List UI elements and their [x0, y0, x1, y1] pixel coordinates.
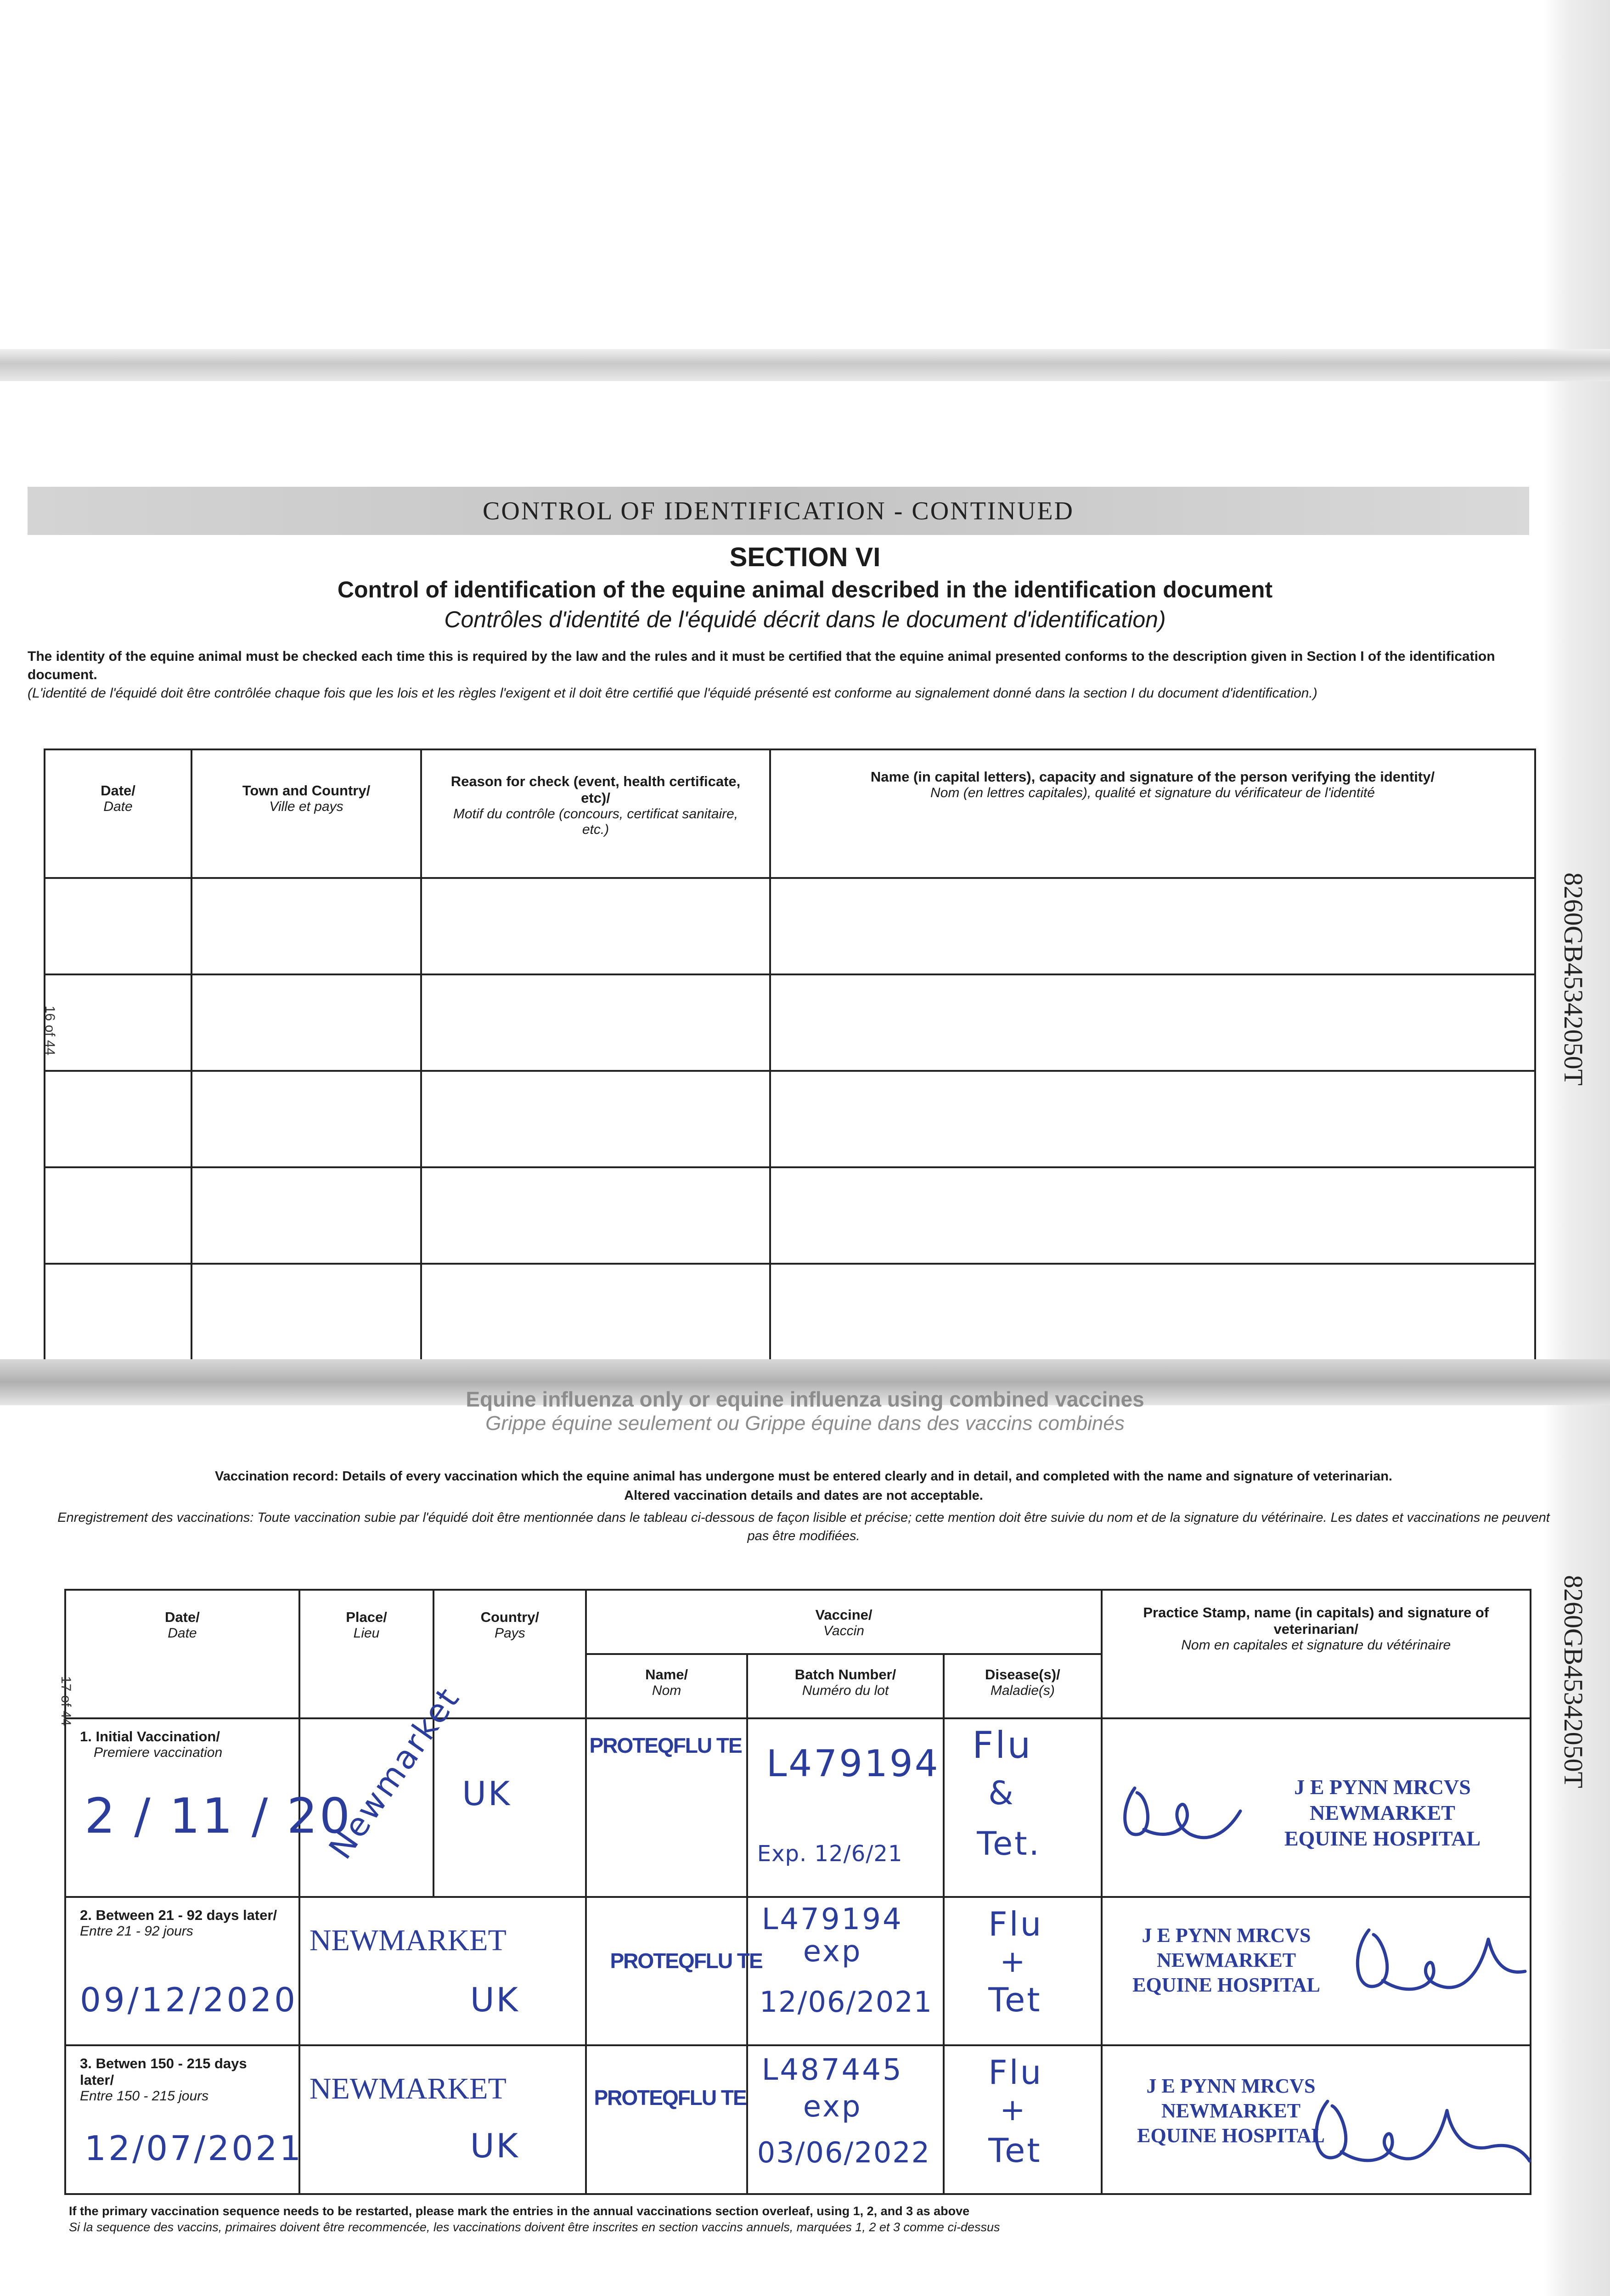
vacc-row-3-disease-cell: [944, 2045, 1101, 2194]
vaccination-record-en-2: Altered vaccination details and dates are not acceptable.: [624, 1488, 983, 1503]
page-edge-shadow: [1543, 0, 1610, 2296]
footer-note-en: If the primary vaccination sequence needs to be restarted, please mark the entries in the annual vaccinations section overleaf, using 1, 2, and 3 as above: [69, 2204, 970, 2218]
vacc-row-1-batch-cell: [747, 1718, 944, 1896]
vacc-row-2-signature: [1341, 1916, 1534, 2008]
section-intro-fr: (L'identité de l'équidé doit être contrôlée chaque fois que les lois et les règles l'exigent et il doit être certifié que l'équidé présenté est conforme au signalement donné dans la section I du document d'identification.): [28, 686, 1317, 701]
section-banner: [28, 487, 1529, 535]
footer-note-fr: Si la sequence des vaccins, primaires doivent être recommencée, les vaccinations doivent être inscrites en section vaccins annuels, marquées 1, 2 et 3 comme ci-dessus: [69, 2220, 1000, 2234]
vacc-row-3-batch-exp-label: exp: [803, 2090, 862, 2124]
vacc-col-vaccine: Vaccine/ Vaccin: [586, 1590, 1101, 1654]
id-table-row: [45, 1167, 1535, 1264]
document-code-upper: 8260GB45342050T: [1559, 872, 1588, 1086]
vacc-col-name: Name/ Nom: [586, 1654, 747, 1718]
vacc-row-2-vet-cell: [1102, 1897, 1531, 2046]
page-number-upper: 16 of 44: [42, 1006, 57, 1056]
id-table-row: [45, 1264, 1535, 1360]
vacc-row-third: [65, 2045, 1531, 2194]
vacc-row-2-disease-1: Flu: [988, 1904, 1043, 1943]
section-number: SECTION VI: [729, 542, 881, 572]
vacc-row-2-disease-cell: [944, 1897, 1101, 2046]
vacc-row-3-date-cell: 3. Betwen 150 - 215 days later/ Entre 150 - 215 jours 12/07/2021: [65, 2045, 299, 2194]
vacc-row-3-vaccine-name: PROTEQFLU TE: [594, 2086, 746, 2110]
vacc-row-1-batch-exp: Exp. 12/6/21: [757, 1841, 903, 1867]
vacc-row-initial: [65, 1718, 1531, 1896]
vacc-row-1-date-cell: 1. Initial Vaccination/ Premiere vaccination 2 / 11 / 20: [65, 1718, 299, 1896]
vacc-row-1-name-cell: [586, 1718, 747, 1896]
vacc-row-2-date-cell: 2. Between 21 - 92 days later/ Entre 21 - 92 jours 09/12/2020: [65, 1897, 299, 2046]
vacc-col-place: Place/ Lieu: [299, 1590, 433, 1718]
vacc-row-3-disease-3: Tet: [988, 2131, 1042, 2170]
id-col-date: Date/ Date: [45, 749, 191, 878]
vacc-row-3-date: 12/07/2021: [84, 2129, 304, 2169]
vacc-row-2-country: UK: [470, 1980, 520, 2019]
vacc-row-2-disease-2: +: [1000, 1943, 1027, 1979]
vacc-row-3-stamp: J E PYNN MRCVS NEWMARKET EQUINE HOSPITAL: [1137, 2075, 1325, 2147]
vacc-row-1-disease-cell: [944, 1718, 1101, 1896]
vacc-row-3-country: UK: [470, 2127, 520, 2166]
vacc-row-2-place-country-cell: [299, 1897, 586, 2046]
vacc-row-2-name-cell: [586, 1897, 762, 2046]
vacc-row-1-vaccine-name: PROTEQFLU TE: [589, 1733, 742, 1758]
vacc-row-3-disease-1: Flu: [988, 2053, 1043, 2092]
id-col-reason: Reason for check (event, health certificate, etc)/ Motif du contrôle (concours, certificat sanitaire, etc.): [421, 749, 770, 878]
page-number-lower: 17 of 44: [58, 1676, 73, 1726]
vacc-row-1-date: 2 / 11 / 20: [84, 1788, 352, 1845]
banner-title: CONTROL OF IDENTIFICATION - CONTINUED: [483, 496, 1074, 525]
vacc-row-1-place-cell: [299, 1680, 467, 1896]
vacc-row-3-disease-2: +: [1000, 2092, 1027, 2128]
vacc-row-2-batch-cell: [747, 1897, 944, 2046]
vacc-row-2-batch-exp: 12/06/2021: [759, 1985, 933, 2019]
vacc-row-3-batch-exp: 03/06/2022: [757, 2136, 931, 2170]
vacc-col-date: Date/ Date: [65, 1590, 299, 1718]
id-table-row: [45, 974, 1535, 1071]
vacc-row-1-place: Newmarket: [321, 1680, 467, 1866]
vacc-col-country: Country/ Pays: [433, 1590, 586, 1718]
section-intro-en: The identity of the equine animal must be checked each time this is required by the law and the rules and it must be certified that the equine animal presented conforms to the description given in Section I of the identification document.: [28, 649, 1495, 682]
vacc-row-1-disease-1: Flu: [972, 1724, 1033, 1767]
vacc-row-1-country-cell: [433, 1718, 586, 1896]
identification-check-table: [44, 748, 1536, 1361]
id-table-row: [45, 878, 1535, 974]
influenza-title-en: Equine influenza only or equine influenza using combined vaccines: [466, 1387, 1144, 1411]
vacc-col-disease: Disease(s)/ Maladie(s): [944, 1654, 1101, 1718]
vacc-row-2-disease-3: Tet: [988, 1980, 1042, 2019]
vacc-row-3-place-country-cell: [299, 2045, 586, 2194]
vaccination-record-en: Vaccination record: Details of every vaccination which the equine animal has undergone must be entered clearly and in detail, and completed with the name and signature of veterinarian.: [215, 1469, 1392, 1484]
vacc-row-3-batch: L487445: [761, 2053, 903, 2088]
vacc-row-1-country: UK: [462, 1774, 512, 1813]
vacc-header-row-1: [65, 1590, 1531, 1654]
id-col-town: Town and Country/ Ville et pays: [191, 749, 421, 878]
vacc-row-3-batch-cell: [747, 2045, 944, 2194]
vacc-col-vet: Practice Stamp, name (in capitals) and signature of veterinarian/ Nom en capitales et signature du vétérinaire: [1102, 1590, 1531, 1718]
vacc-row-1-disease-3: Tet.: [977, 1825, 1041, 1863]
vacc-row-2-date: 09/12/2020: [80, 1980, 298, 2019]
vacc-row-2-vaccine-name: PROTEQFLU TE: [610, 1948, 762, 1973]
vacc-row-2-batch-exp-label: exp: [803, 1934, 862, 1969]
vacc-row-1-disease-2: &: [988, 1774, 1015, 1812]
vacc-col-batch: Batch Number/ Numéro du lot: [747, 1654, 944, 1718]
id-col-verifier: Name (in capital letters), capacity and signature of the person verifying the identity/ Nom (en lettres capitales), qualité et signature du vérificateur de l'identité: [770, 749, 1535, 878]
section-title-en: Control of identification of the equine animal described in the identification document: [337, 577, 1273, 602]
vacc-row-3-place: NEWMARKET: [309, 2072, 507, 2106]
document-code-lower: 8260GB45342050T: [1559, 1575, 1588, 1788]
vacc-row-1-batch: L479194: [766, 1742, 940, 1785]
influenza-title-fr: Grippe équine seulement ou Grippe équine dans des vaccins combinés: [485, 1412, 1125, 1435]
vacc-row-2-batch: L479194: [761, 1902, 903, 1936]
vacc-row-3-vet-cell: [1102, 2045, 1531, 2194]
id-table-header-row: [45, 749, 1535, 878]
vaccination-table: [64, 1589, 1531, 2195]
vacc-row-1-stamp: J E PYNN MRCVS NEWMARKET EQUINE HOSPITAL: [1284, 1775, 1481, 1851]
id-table-row: [45, 1071, 1535, 1167]
vacc-row-3-signature: [1295, 2083, 1534, 2175]
vaccination-record-fr: Enregistrement des vaccinations: Toute vaccination subie par l'équidé doit être mentionnée dans le tableau ci-dessous de façon lisible et précise; cette mention doit être suivie du nom et de la signature du vétérinaire. Les dates et vaccinations ne peuvent pas être modifiées.: [57, 1510, 1550, 1543]
vacc-row-2-stamp: J E PYNN MRCVS NEWMARKET EQUINE HOSPITAL: [1132, 1924, 1320, 1996]
vacc-row-1-vet-cell: [1102, 1718, 1531, 1896]
vacc-row-3-name-cell: [586, 2045, 747, 2194]
vacc-row-1-signature: [1116, 1779, 1245, 1848]
vacc-row-second: [65, 1897, 1531, 2046]
page-fold-top: [0, 349, 1610, 381]
vacc-row-2-place: NEWMARKET: [309, 1923, 507, 1957]
section-title-fr: Contrôles d'identité de l'équidé décrit dans le document d'identification): [444, 607, 1166, 632]
